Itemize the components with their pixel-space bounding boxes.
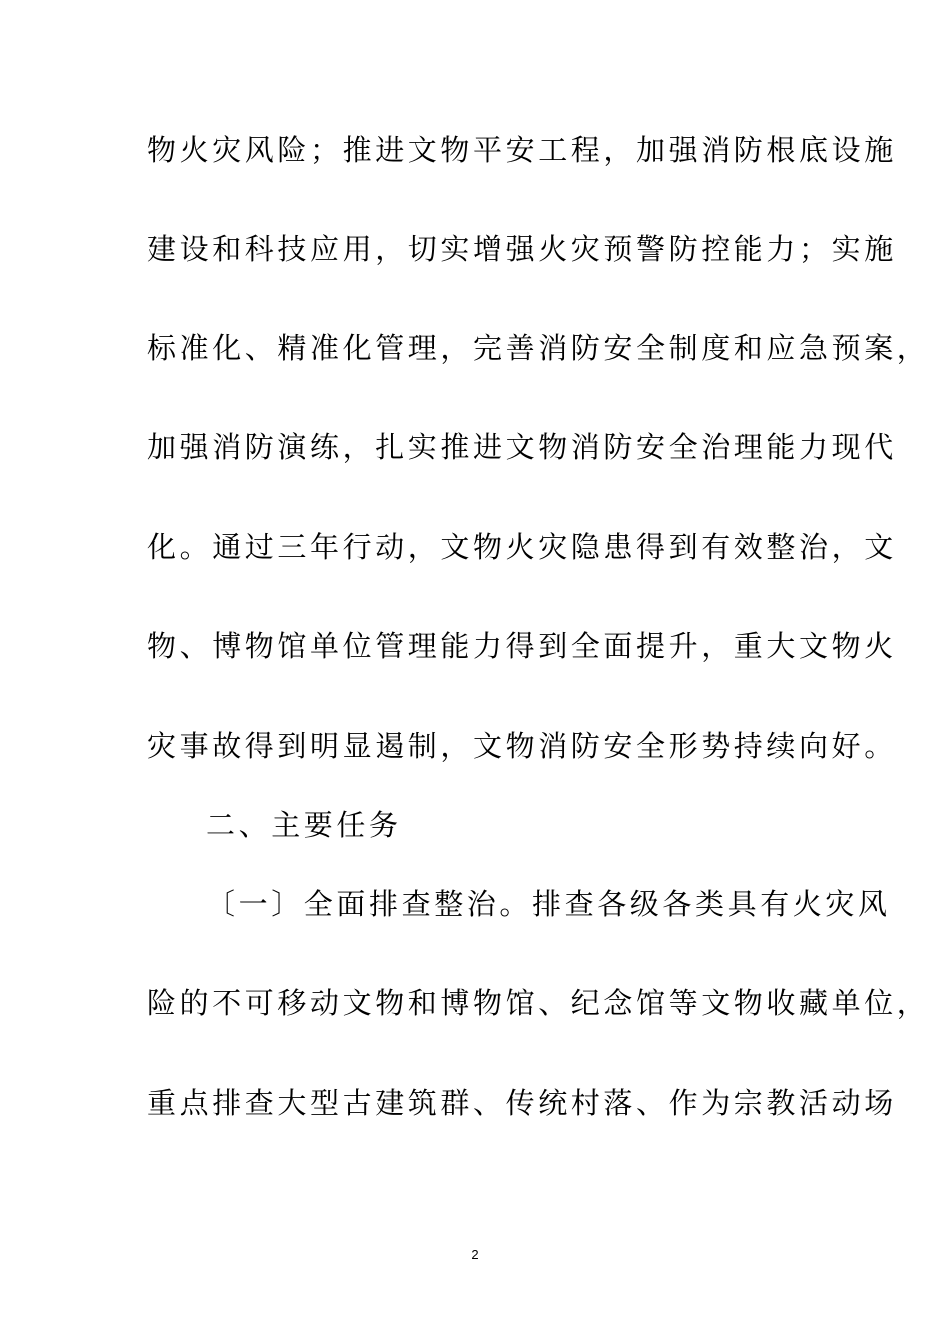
body-text-line: 建设和科技应用，切实增强火灾预警防控能力；实施: [147, 232, 897, 266]
section-heading: 二、主要任务: [206, 808, 402, 842]
body-text-line: 标准化、精准化管理，完善消防安全制度和应急预案，: [147, 331, 930, 365]
page-number: 2: [471, 1247, 479, 1262]
body-text-line: 化。通过三年行动，文物火灾隐患得到有效整治，文: [147, 530, 897, 564]
body-text-line: 险的不可移动文物和博物馆、纪念馆等文物收藏单位，: [147, 986, 930, 1020]
body-text-line: 加强消防演练，扎实推进文物消防安全治理能力现代: [147, 430, 897, 464]
body-text-line: 物火灾风险；推进文物平安工程，加强消防根底设施: [147, 133, 897, 167]
body-text-line: 物、博物馆单位管理能力得到全面提升，重大文物火: [147, 629, 897, 663]
body-text-line: 重点排查大型古建筑群、传统村落、作为宗教活动场: [147, 1086, 897, 1120]
body-text-line: 灾事故得到明显遏制，文物消防安全形势持续向好。: [147, 729, 897, 763]
body-text-line: 〔一〕全面排查整治。排查各级各类具有火灾风: [206, 887, 891, 921]
